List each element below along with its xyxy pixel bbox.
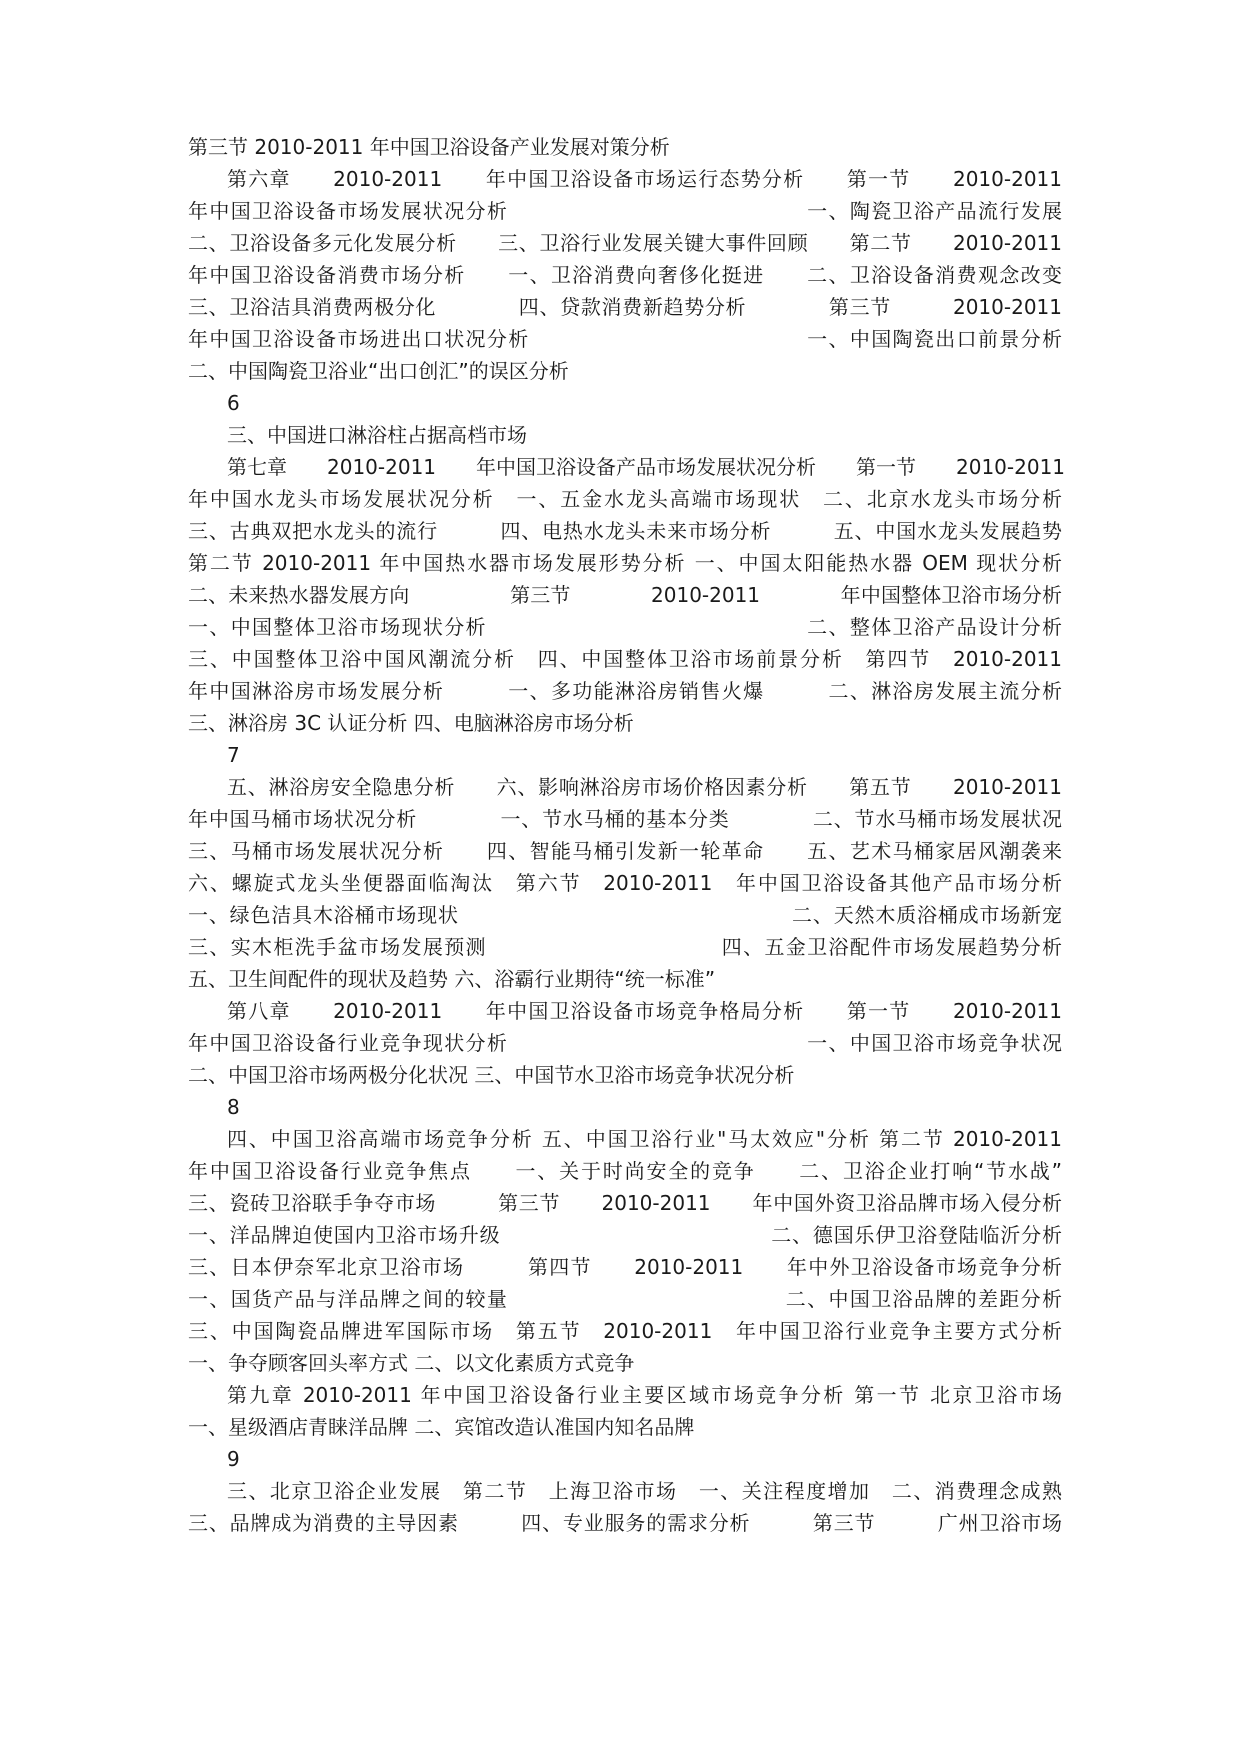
text-line: 一、国货产品与洋品牌之间的较量 二、中国卫浴品牌的差距分析 — [188, 1287, 1062, 1311]
text-line: 三、卫浴洁具消费两极分化 四、贷款消费新趋势分析 第三节 2010-2011 — [188, 295, 1062, 319]
page-number: 6 — [227, 391, 240, 415]
page-number: 7 — [227, 743, 240, 767]
text-line: 年中国卫浴设备消费市场分析 一、卫浴消费向奢侈化挺进 二、卫浴设备消费观念改变 — [188, 263, 1062, 287]
text-line: 年中国马桶市场状况分析 一、节水马桶的基本分类 二、节水马桶市场发展状况 — [188, 807, 1062, 831]
text-line: 一、争夺顾客回头率方式 二、以文化素质方式竞争 — [188, 1351, 635, 1375]
text-line: 二、卫浴设备多元化发展分析 三、卫浴行业发展关键大事件回顾 第二节 2010-2011 — [188, 231, 1062, 255]
text-line: 三、中国整体卫浴中国风潮流分析 四、中国整体卫浴市场前景分析 第四节 2010-2011 — [188, 647, 1062, 671]
text-line: 六、螺旋式龙头坐便器面临淘汰 第六节 2010-2011 年中国卫浴设备其他产品市场分析 — [188, 871, 1062, 895]
chapter-heading-7: 第七章 2010-2011 年中国卫浴设备产品市场发展状况分析 第一节 2010-2011 — [227, 455, 1066, 479]
text-line: 二、未来热水器发展方向 第三节 2010-2011 年中国整体卫浴市场分析 — [188, 583, 1062, 607]
text-line: 第三节 2010-2011 年中国卫浴设备产业发展对策分析 — [188, 135, 670, 159]
text-line: 年中国卫浴设备市场进出口状况分析 一、中国陶瓷出口前景分析 — [188, 327, 1062, 351]
text-line: 三、品牌成为消费的主导因素 四、专业服务的需求分析 第三节 广州卫浴市场 — [188, 1511, 1062, 1535]
text-line: 一、绿色洁具木浴桶市场现状 二、天然木质浴桶成市场新宠 — [188, 903, 1062, 927]
page-number: 8 — [227, 1095, 240, 1119]
text-line: 四、中国卫浴高端市场竞争分析 五、中国卫浴行业"马太效应"分析 第二节 2010-2011 — [227, 1127, 1062, 1151]
text-line: 三、淋浴房 3C 认证分析 四、电脑淋浴房市场分析 — [188, 711, 634, 735]
text-line: 第二节 2010-2011 年中国热水器市场发展形势分析 一、中国太阳能热水器 OEM 现状分析 — [188, 551, 1062, 575]
page-number: 9 — [227, 1447, 240, 1471]
text-line: 一、中国整体卫浴市场现状分析 二、整体卫浴产品设计分析 — [188, 615, 1062, 639]
text-line: 一、星级酒店青睐洋品牌 二、宾馆改造认准国内知名品牌 — [188, 1415, 695, 1439]
text-line: 五、卫生间配件的现状及趋势 六、浴霸行业期待“统一标准” — [188, 967, 716, 991]
text-line: 三、瓷砖卫浴联手争夺市场 第三节 2010-2011 年中国外资卫浴品牌市场入侵分析 — [188, 1191, 1062, 1215]
text-line: 五、淋浴房安全隐患分析 六、影响淋浴房市场价格因素分析 第五节 2010-2011 — [227, 775, 1062, 799]
text-line: 二、中国卫浴市场两极分化状况 三、中国节水卫浴市场竞争状况分析 — [188, 1063, 795, 1087]
chapter-heading-6: 第六章 2010-2011 年中国卫浴设备市场运行态势分析 第一节 2010-2011 — [227, 167, 1062, 191]
chapter-heading-9: 第九章 2010-2011 年中国卫浴设备行业主要区域市场竞争分析 第一节 北京卫浴市场 — [227, 1383, 1062, 1407]
text-line: 三、古典双把水龙头的流行 四、电热水龙头未来市场分析 五、中国水龙头发展趋势 — [188, 519, 1062, 543]
text-line: 三、北京卫浴企业发展 第二节 上海卫浴市场 一、关注程度增加 二、消费理念成熟 — [227, 1479, 1062, 1503]
text-line: 年中国卫浴设备行业竞争焦点 一、关于时尚安全的竞争 二、卫浴企业打响“节水战” — [188, 1159, 1062, 1183]
text-line: 三、日本伊奈军北京卫浴市场 第四节 2010-2011 年中外卫浴设备市场竞争分析 — [188, 1255, 1062, 1279]
text-line: 二、中国陶瓷卫浴业“出口创汇”的误区分析 — [188, 359, 569, 383]
text-line: 一、洋品牌迫使国内卫浴市场升级 二、德国乐伊卫浴登陆临沂分析 — [188, 1223, 1062, 1247]
chapter-heading-8: 第八章 2010-2011 年中国卫浴设备市场竞争格局分析 第一节 2010-2011 — [227, 999, 1062, 1023]
text-line: 三、实木柜洗手盆市场发展预测 四、五金卫浴配件市场发展趋势分析 — [188, 935, 1062, 959]
text-line: 年中国卫浴设备行业竞争现状分析 一、中国卫浴市场竞争状况 — [188, 1031, 1062, 1055]
text-line: 年中国淋浴房市场发展分析 一、多功能淋浴房销售火爆 二、淋浴房发展主流分析 — [188, 679, 1062, 703]
text-line: 三、中国进口淋浴柱占据高档市场 — [227, 423, 527, 447]
text-line: 三、马桶市场发展状况分析 四、智能马桶引发新一轮革命 五、艺术马桶家居风潮袭来 — [188, 839, 1062, 863]
text-line: 年中国水龙头市场发展状况分析 一、五金水龙头高端市场现状 二、北京水龙头市场分析 — [188, 487, 1062, 511]
text-line: 年中国卫浴设备市场发展状况分析 一、陶瓷卫浴产品流行发展 — [188, 199, 1062, 223]
text-line: 三、中国陶瓷品牌进军国际市场 第五节 2010-2011 年中国卫浴行业竞争主要方式分析 — [188, 1319, 1062, 1343]
